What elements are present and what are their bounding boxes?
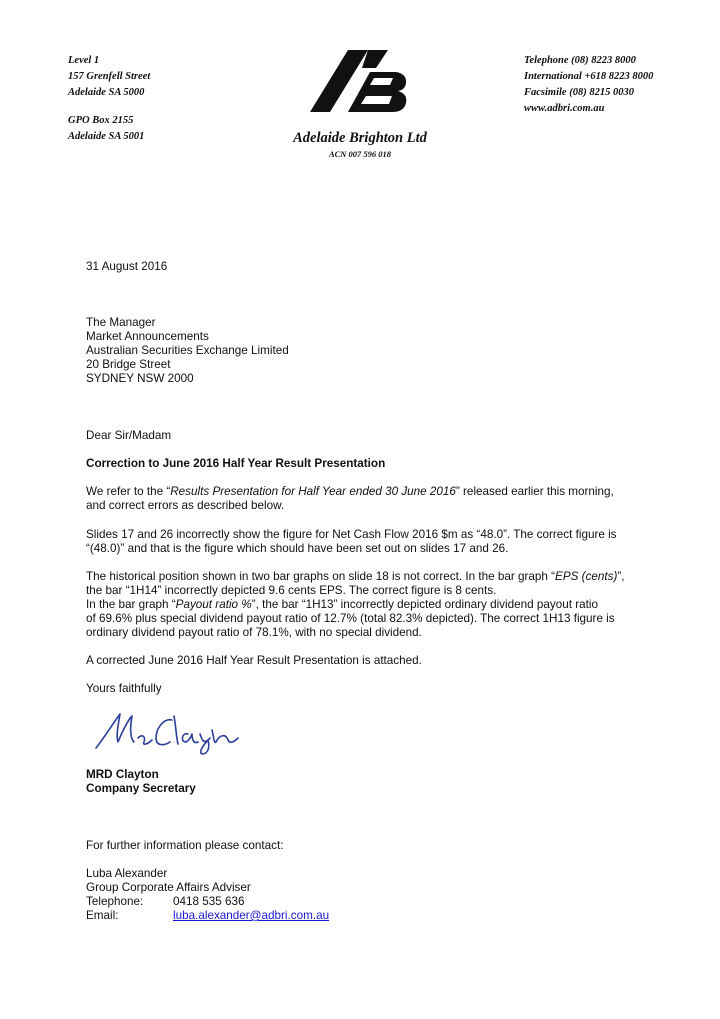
recipient-block xyxy=(86,316,289,386)
recipient-line: 20 Bridge Street xyxy=(86,358,171,371)
recipient-line: SYDNEY NSW 2000 xyxy=(86,372,194,385)
recipient-line: Market Announcements xyxy=(86,330,209,343)
para2-line: Slides 17 and 26 incorrectly show the figure for Net Cash Flow 2016 $m as “48.0”. The correct figure is xyxy=(86,528,617,541)
para1-text: We refer to the “ xyxy=(86,485,171,498)
signatory-block xyxy=(86,768,196,796)
salutation: Dear Sir/Madam xyxy=(86,429,172,442)
address-line: Level 1 xyxy=(68,55,100,66)
contact-name: Luba Alexander xyxy=(86,867,168,880)
para3-text: In the bar graph “ xyxy=(86,598,176,611)
company-logo xyxy=(310,50,410,114)
closing: Yours faithfully xyxy=(86,682,162,695)
para3-text: ”, xyxy=(617,570,625,583)
para3-text: of 69.6% plus special dividend payout ratio of 12.7% (total 82.3% depicted). The correct 1H13 figure is xyxy=(86,612,615,625)
signatory-name: MRD Clayton xyxy=(86,768,159,781)
subject-heading: Correction to June 2016 Half Year Result Presentation xyxy=(86,457,386,470)
email-label: Email: xyxy=(86,909,119,922)
recipient-line: The Manager xyxy=(86,316,156,329)
paragraph-cash-flow xyxy=(86,528,617,556)
contact-line: International +618 8223 8000 xyxy=(524,71,654,82)
contact-role: Group Corporate Affairs Adviser xyxy=(86,881,251,894)
signatory-title: Company Secretary xyxy=(86,782,196,795)
contact-block xyxy=(86,867,330,923)
company-acn: ACN 007 596 018 xyxy=(328,149,392,159)
letter-date: 31 August 2016 xyxy=(86,260,168,273)
address-line: Adelaide SA 5000 xyxy=(68,87,145,98)
postal-line: Adelaide SA 5001 xyxy=(68,131,145,142)
recipient-line: Australian Securities Exchange Limited xyxy=(86,344,289,357)
address-line: 157 Grenfell Street xyxy=(68,71,151,82)
company-name: Adelaide Brighton Ltd xyxy=(293,130,427,146)
contact-line: Telephone (08) 8223 8000 xyxy=(524,55,636,66)
presentation-title: Results Presentation for Half Year ended 30 June 2016 xyxy=(170,485,456,498)
para3-text: ordinary dividend payout ratio of 78.1%, with no special dividend. xyxy=(86,626,422,639)
contact-phone: 0418 535 636 xyxy=(173,895,245,908)
handwritten-signature xyxy=(92,708,242,756)
letterhead-contact xyxy=(524,53,653,117)
paragraph-intro xyxy=(86,485,614,513)
contact-line: Facsimile (08) 8215 0030 xyxy=(524,87,634,98)
payout-graph-title: Payout ratio % xyxy=(175,598,252,611)
paragraph-bar-graphs xyxy=(86,570,625,640)
contact-intro: For further information please contact: xyxy=(86,839,284,852)
paragraph-attachment: A corrected June 2016 Half Year Result Presentation is attached. xyxy=(86,654,422,667)
phone-label: Telephone: xyxy=(86,895,144,908)
website-line: www.adbri.com.au xyxy=(524,103,605,114)
para1-text: and correct errors as described below. xyxy=(86,499,285,512)
eps-graph-title: EPS (cents) xyxy=(555,570,618,583)
para1-text: ” released earlier this morning, xyxy=(455,485,614,498)
contact-email-link[interactable]: luba.alexander@adbri.com.au xyxy=(173,909,330,922)
postal-line: GPO Box 2155 xyxy=(68,115,134,126)
para3-text: ”, the bar “1H13” incorrectly depicted ordinary dividend payout ratio xyxy=(251,598,598,611)
para2-line: “(48.0)” and that is the figure which should have been set out on slides 17 and 26. xyxy=(86,542,509,555)
para3-text: The historical position shown in two bar graphs on slide 18 is not correct. In the bar graph “ xyxy=(86,570,556,583)
para3-text: the bar “1H14” incorrectly depicted 9.6 cents EPS. The correct figure is 8 cents. xyxy=(86,584,497,597)
